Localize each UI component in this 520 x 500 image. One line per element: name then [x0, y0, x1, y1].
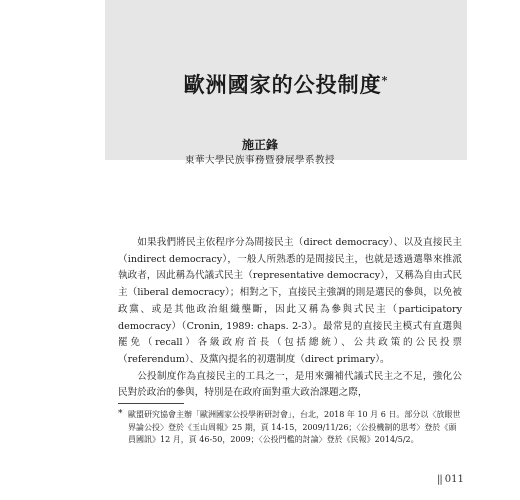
paragraph: 公投制度作為直接民主的工具之一，是用來彌補代議式民主之不足，強化公民對於政治的參與，特別是在政府面對重大政治課題之際，	[118, 370, 462, 399]
footnote-divider	[118, 403, 184, 404]
author-affiliation: 東華大學民族事務暨發展學系教授	[184, 155, 335, 166]
paragraph: 如果我們將民主依程序分為間接民主（direct democracy）、以及直接民主（indirect democracy），一般人所熟悉的是間接民主，也就是透過選舉來推派執政者，因此稱為代議式民主（representative democracy），又稱為自由式民主（liberal democracy）；相對之下，直接民主強調的則是選民的參與，以免被政黨、或是其他政治組織壟斷，因此又稱為參與式民主（participatory democracy）（Cronin, 1989: chaps. 2-3）。最常見的直接民主模式有直選與罷免（recall）各級政府首長（包括總統）、公共政策的公民投票（referendum）、及黨內提名的初選制度（direct primary）。	[118, 237, 462, 365]
article-title-text: 歐洲國家的公投制度	[183, 72, 382, 97]
article-title	[105, 69, 467, 99]
footnote-mark: *	[118, 409, 123, 419]
page-number-bars: ||	[437, 474, 442, 485]
footnote-text: 歐盟研究協會主辦「歐洲國家公投學術研討會」，台北，2018 年 10 月 6 日。部分以〈放眼世界論公投〉登於《玉山周報》25 期，頁 14-15，2009/11/26；〈公投機制的思考〉登於《頭員國訊》12 月，頁 46-50，2009；〈公投門檻的討論〉登於《民報》2014/5/2。	[128, 410, 461, 444]
author-name: 施正鋒	[241, 138, 278, 152]
page-number-value: 011	[444, 474, 464, 485]
title-footnote-mark: *	[381, 74, 389, 87]
page-number	[437, 474, 464, 485]
footnote	[118, 409, 462, 447]
body-text	[118, 235, 462, 402]
